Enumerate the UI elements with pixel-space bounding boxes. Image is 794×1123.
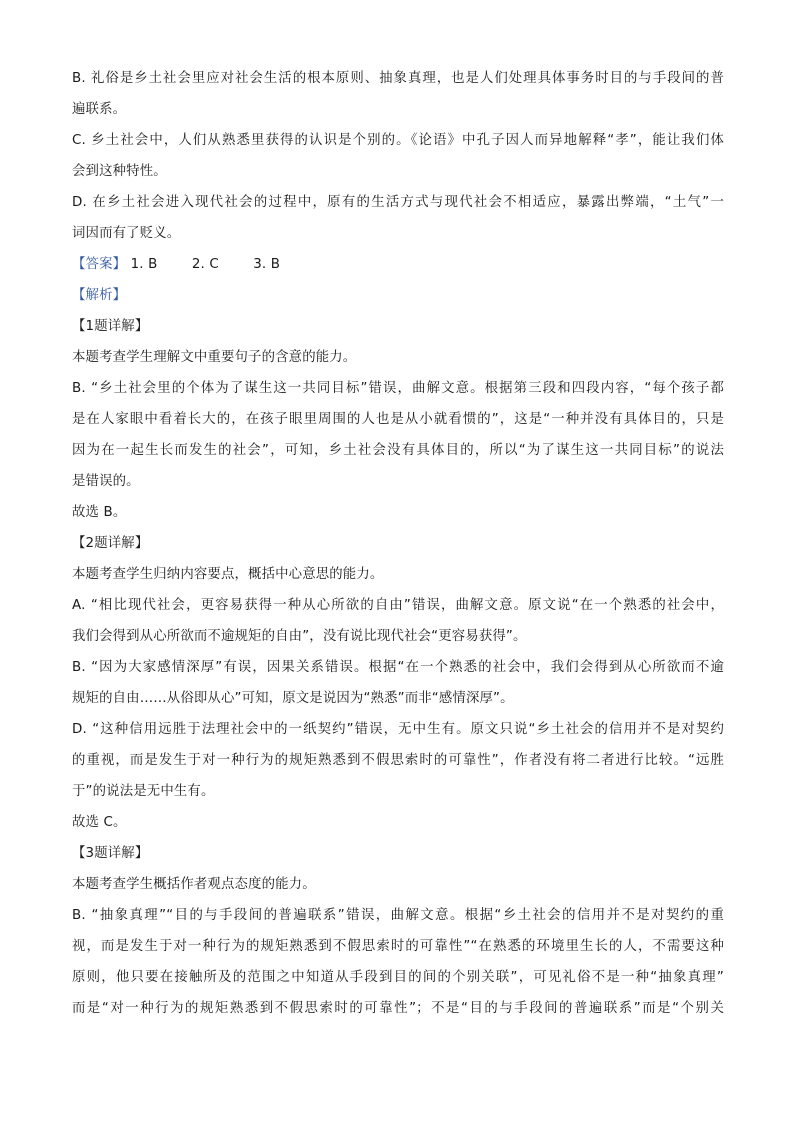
analysis-line-16: 于”的说法是无中生有。: [72, 784, 215, 799]
analysis-line-23: 而是“对一种行为的规矩熟悉到不假思索时的可靠性”；不是“目的与手段间的普遍联系”而是“个别关: [72, 1001, 724, 1016]
answer-row: [72, 249, 724, 280]
option-line-1: B. 礼俗是乡土社会里应对社会生活的根本原则、抽象真理，也是人们处理具体事务时目的与手段间的普: [72, 71, 724, 86]
answer-item-2: 2. C: [191, 257, 219, 272]
option-line-3: C. 乡土社会中，人们从熟悉里获得的认识是个别的。《论语》中孔子因人而异地解释“孝”，能让我们体: [72, 133, 724, 148]
analysis-line-2: 本题考查学生理解文中重要句子的含意的能力。: [72, 350, 357, 365]
analysis-line-22: 原则，他只要在接触所及的范围之中知道从手段到目的间的个别关联”，可见礼俗不是一种“抽象真理”: [72, 970, 724, 985]
analysis-line-18: 【3题详解】: [72, 846, 149, 861]
analysis-line-17: 故选 C。: [72, 815, 127, 830]
analysis-line-21: 视，而是发生于对一种行为的规矩熟悉到不假思索时的可靠性”“在熟悉的环境里生长的人，不需要这种: [72, 939, 724, 954]
analysis-line-15: 的重视，而是发生于对一种行为的规矩熟悉到不假思索时的可靠性”，作者没有将二者进行比较。“远胜: [72, 753, 724, 768]
option-line-2: 遍联系。: [72, 102, 127, 117]
option-line-6: 词因而有了贬义。: [72, 226, 181, 241]
analysis-line-14: D. “这种信用远胜于法理社会中的一纸契约”错误，无中生有。原文只说“乡土社会的信用并不是对契约: [72, 722, 724, 737]
analysis-line-4: 是在人家眼中看着长大的，在孩子眼里周围的人也是从小就看惯的”，这是“一种并没有具体目的，只是: [72, 412, 724, 427]
answer-item-1: 1. B: [130, 257, 158, 272]
option-line-5: D. 在乡土社会进入现代社会的过程中，原有的生活方式与现代社会不相适应，暴露出弊端，“土气”一: [72, 195, 724, 210]
analysis-label: 【解析】: [72, 288, 127, 303]
analysis-line-9: 本题考查学生归纳内容要点，概括中心意思的能力。: [72, 567, 384, 582]
analysis-line-12: B. “因为大家感情深厚”有误，因果关系错误。根据“在一个熟悉的社会中，我们会得到从心所欲而不逾: [72, 660, 724, 675]
analysis-line-1: 【1题详解】: [72, 319, 149, 334]
answer-item-3: 3. B: [253, 257, 281, 272]
analysis-line-11: 我们会得到从心所欲而不逾规矩的自由”，没有说比现代社会“更容易获得”。: [72, 629, 527, 644]
analysis-line-6: 是错误的。: [72, 474, 140, 489]
answer-label: 【答案】: [72, 257, 127, 272]
analysis-line-10: A. “相比现代社会，更容易获得一种从心所欲的自由”错误，曲解文意。原文说“在一个熟悉的社会中，: [72, 598, 724, 613]
analysis-line-5: 因为在一起生长而发生的社会”，可知，乡土社会没有具体目的，所以“为了谋生这一共同目标”的说法: [72, 443, 724, 458]
analysis-line-20: B. “抽象真理”“目的与手段间的普遍联系”错误，曲解文意。根据“乡土社会的信用并不是对契约的重: [72, 908, 724, 923]
analysis-line-19: 本题考查学生概括作者观点态度的能力。: [72, 877, 316, 892]
analysis-line-13: 规矩的自由……从俗即从心”可知，原文是说因为“熟悉”而非“感情深厚”。: [72, 691, 514, 706]
option-line-4: 会到这种特性。: [72, 164, 167, 179]
analysis-line-7: 故选 B。: [72, 505, 127, 520]
analysis-body: [72, 311, 724, 1024]
options-block: [72, 63, 724, 249]
analysis-line-3: B. “乡土社会里的个体为了谋生这一共同目标”错误，曲解文意。根据第三段和四段内容，“每个孩子都: [72, 381, 724, 396]
document-content: [72, 63, 724, 1024]
analysis-line-8: 【2题详解】: [72, 536, 149, 551]
